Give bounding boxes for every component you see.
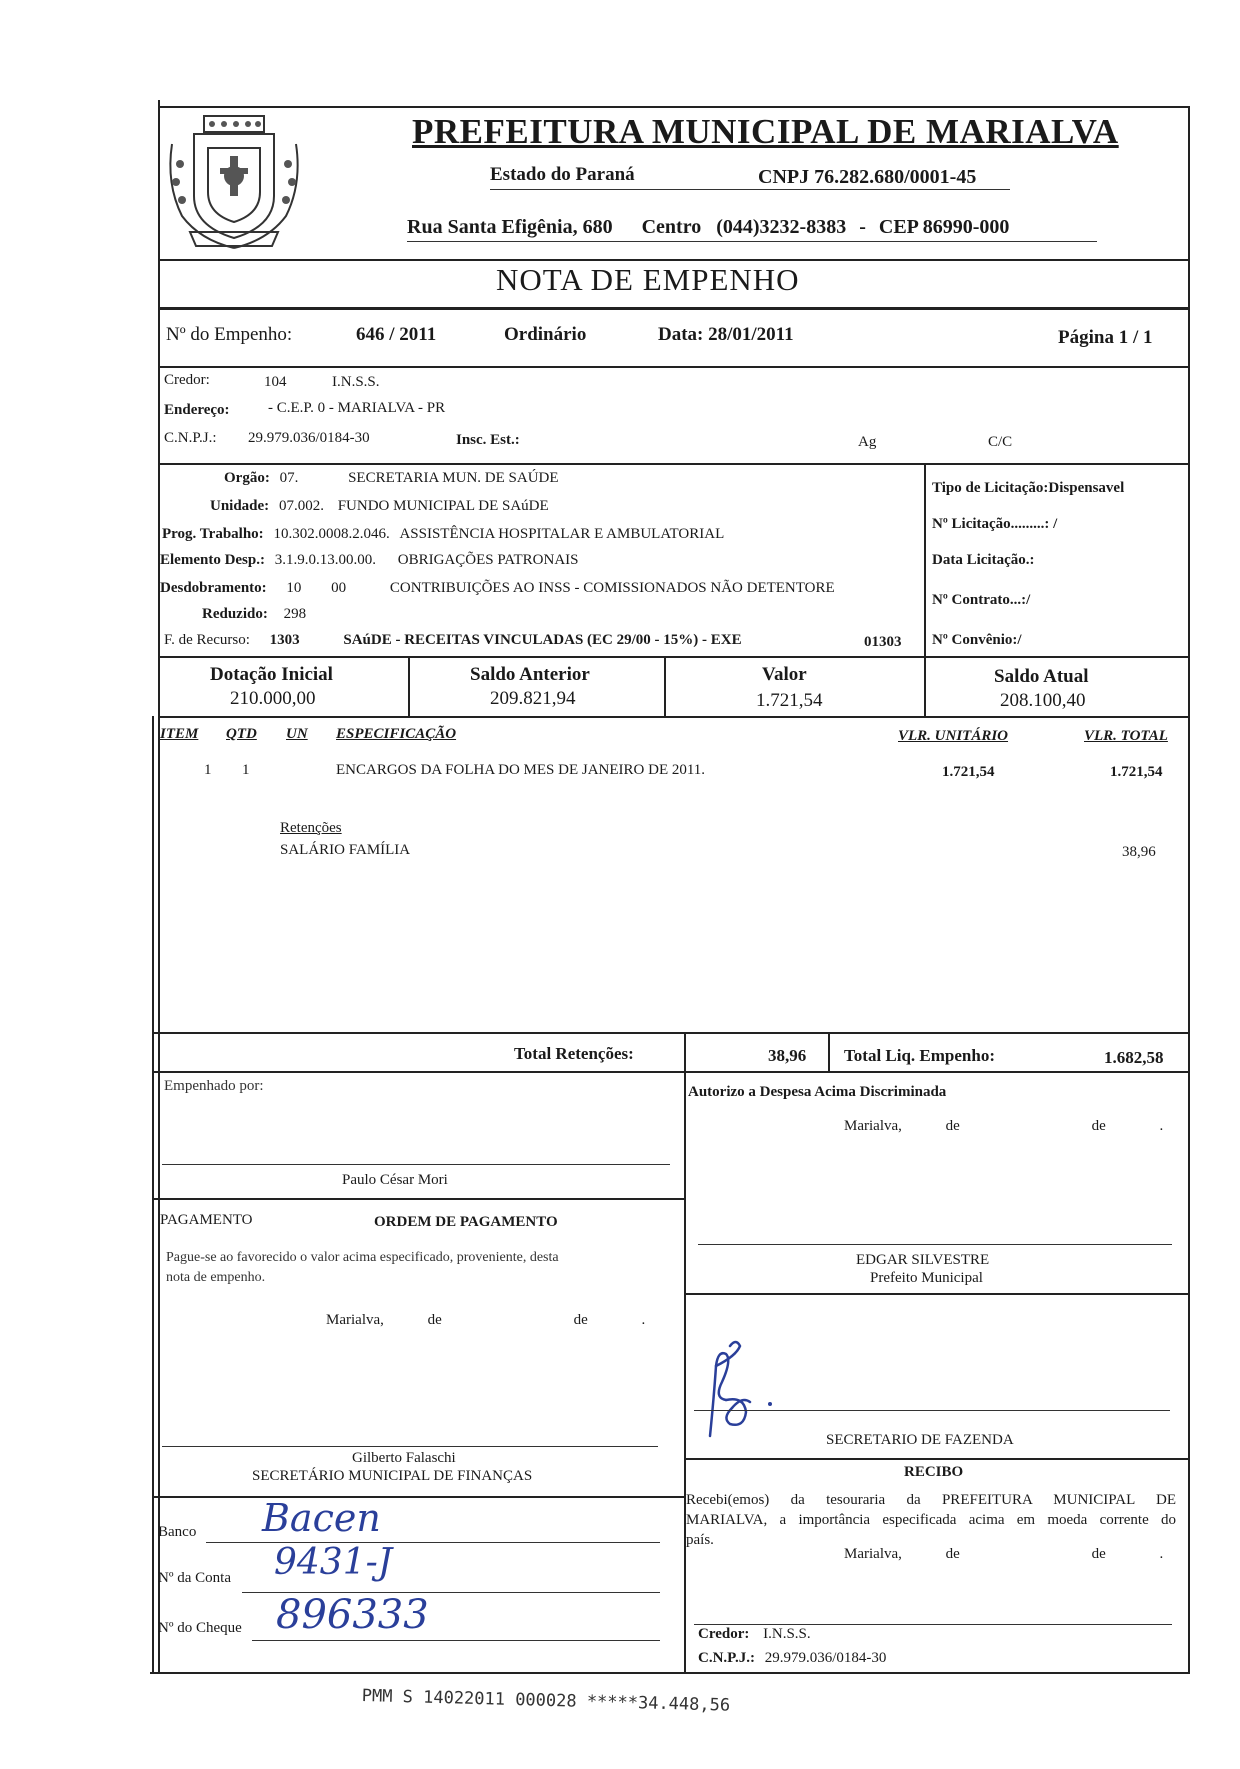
recibo-credor-value: I.N.S.S. xyxy=(763,1626,811,1642)
empenho-num-label: Nº do Empenho: xyxy=(166,324,293,345)
row-spec: ENCARGOS DA FOLHA DO MES DE JANEIRO DE 2011. xyxy=(336,762,706,778)
recurso-label: F. de Recurso: xyxy=(164,632,250,648)
autorizo-date-row xyxy=(844,1118,1163,1135)
pagamento-text1: Pague-se ao favorecido o valor acima especificado, proveniente, desta xyxy=(166,1250,559,1265)
coat-of-arms-logo xyxy=(160,104,308,254)
orgao-row xyxy=(224,470,559,487)
col-spec: ESPECIFICAÇÃO xyxy=(336,726,457,742)
cnpj-label: C.N.P.J.: xyxy=(164,430,217,446)
licitacao-tipo: Tipo de Licitação:Dispensavel xyxy=(932,480,1125,496)
retencao-value: 38,96 xyxy=(1122,844,1156,860)
pagamento-text2: nota de empenho. xyxy=(166,1270,266,1285)
unidade-value: 07.002. xyxy=(278,498,324,514)
autorizo-de1: de xyxy=(945,1118,960,1134)
recibo-credor-row xyxy=(698,1626,811,1643)
ag-label: Ag xyxy=(858,434,877,450)
autorizo-dot: . xyxy=(1159,1118,1164,1134)
recibo-text1: Recebi(emos) da tesouraria da PREFEITURA MUNICIPAL DE xyxy=(686,1492,1176,1508)
autorizo-de2: de xyxy=(1091,1118,1106,1134)
desd-value2: 00 xyxy=(331,580,347,596)
footer-stamp: PMM S 14022011 000028 *****34.448,56 xyxy=(361,1686,731,1716)
dotacao-inicial-value: 210.000,00 xyxy=(230,688,316,709)
elem-value: 3.1.9.0.13.00.00. xyxy=(274,552,376,568)
col-total: VLR. TOTAL xyxy=(1084,728,1168,744)
licitacao-num: Nº Licitação.........: / xyxy=(932,516,1058,532)
pagamento-signer: Gilberto Falaschi xyxy=(352,1450,456,1466)
recibo-text3: país. xyxy=(686,1532,714,1548)
recibo-dot: . xyxy=(1159,1546,1164,1562)
total-liq-value: 1.682,58 xyxy=(1104,1048,1164,1067)
retencoes-label: Retenções xyxy=(280,820,342,836)
prog-row xyxy=(162,526,724,543)
empenhado-label: Empenhado por: xyxy=(164,1078,264,1094)
cheque-label: Nº do Cheque xyxy=(158,1620,242,1636)
fazenda-role: SECRETARIO DE FAZENDA xyxy=(826,1432,1014,1448)
col-unit: VLR. UNITÁRIO xyxy=(898,728,1009,744)
total-liq-label: Total Liq. Empenho: xyxy=(844,1046,995,1065)
elem-row xyxy=(160,552,578,569)
saldo-anterior-label: Saldo Anterior xyxy=(470,664,590,685)
header-state: Estado do Paraná xyxy=(490,164,635,185)
recibo-credor-label: Credor: xyxy=(698,1626,750,1642)
pagamento-dot: . xyxy=(641,1312,646,1328)
pagamento-date-row xyxy=(326,1312,645,1329)
pagamento-city: Marialva, xyxy=(326,1312,384,1328)
header-address xyxy=(407,216,1009,239)
header-cep: CEP 86990-000 xyxy=(878,216,1010,238)
endereco-label: Endereço: xyxy=(164,402,230,418)
orgao-name: SECRETARIA MUN. DE SAÚDE xyxy=(348,470,559,486)
recibo-cnpj-label: C.N.P.J.: xyxy=(698,1650,755,1666)
desd-row xyxy=(160,580,835,597)
elem-label: Elemento Desp.: xyxy=(160,552,265,568)
total-retencoes-value: 38,96 xyxy=(768,1046,807,1065)
col-qtd: QTD xyxy=(226,726,257,742)
row-unit: 1.721,54 xyxy=(942,764,995,780)
orgao-label: Orgão: xyxy=(224,470,270,486)
header-phone: (044)3232-8383 xyxy=(716,216,847,238)
desd-label: Desdobramento: xyxy=(160,580,267,596)
autorizo-role: Prefeito Municipal xyxy=(870,1270,983,1286)
licitacao-data: Data Licitação.: xyxy=(932,552,1035,568)
prog-name: ASSISTÊNCIA HOSPITALAR E AMBULATORIAL xyxy=(399,526,725,542)
recurso-row xyxy=(164,632,742,649)
conta-label: Nº da Conta xyxy=(158,1570,231,1586)
cheque-hand: 896333 xyxy=(276,1592,429,1638)
row-qtd: 1 xyxy=(242,762,250,778)
recurso-value: 1303 xyxy=(269,632,300,648)
pagamento-label: PAGAMENTO xyxy=(160,1212,253,1228)
prog-value: 10.302.0008.2.046. xyxy=(273,526,390,542)
saldo-anterior-value: 209.821,94 xyxy=(490,688,576,709)
credor-label: Credor: xyxy=(164,372,210,388)
unidade-row xyxy=(210,498,549,515)
header-cnpj: CNPJ 76.282.680/0001-45 xyxy=(758,166,977,188)
autorizo-signer: EDGAR SILVESTRE xyxy=(856,1252,990,1268)
empenhado-name: Paulo César Mori xyxy=(342,1172,448,1188)
banco-hand: Bacen xyxy=(262,1496,381,1540)
reduzido-value: 298 xyxy=(283,606,307,622)
recibo-text2: MARIALVA, a importância especificada acima em moeda corrente do xyxy=(686,1512,1176,1528)
recibo-de2: de xyxy=(1091,1546,1106,1562)
recibo-city: Marialva, xyxy=(844,1546,902,1562)
pagamento-title: ORDEM DE PAGAMENTO xyxy=(374,1214,558,1230)
banco-label: Banco xyxy=(158,1524,197,1540)
valor-value: 1.721,54 xyxy=(756,690,823,711)
reduzido-label: Reduzido: xyxy=(202,606,268,622)
total-retencoes-label: Total Retenções: xyxy=(514,1044,634,1063)
col-item: ITEM xyxy=(160,726,199,742)
unidade-label: Unidade: xyxy=(210,498,270,514)
empenho-type: Ordinário xyxy=(504,324,587,345)
desd-value1: 10 xyxy=(286,580,302,596)
licitacao-convenio: Nº Convênio:/ xyxy=(932,632,1022,648)
recibo-cnpj-value: 29.979.036/0184-30 xyxy=(764,1650,887,1666)
desd-name: CONTRIBUIÇÕES AO INSS - COMISSIONADOS NÃO DETENTORE xyxy=(389,580,835,596)
insc-label: Insc. Est.: xyxy=(456,432,520,448)
header-dash: - xyxy=(859,216,866,238)
row-item: 1 xyxy=(204,762,212,778)
header-street: Rua Santa Efigênia, 680 xyxy=(407,216,613,238)
empenho-page: Página 1 / 1 xyxy=(1058,327,1153,348)
pagamento-de2: de xyxy=(573,1312,588,1328)
recibo-date-row xyxy=(844,1546,1163,1563)
valor-label: Valor xyxy=(762,664,807,685)
retencao-name: SALÁRIO FAMÍLIA xyxy=(280,842,411,858)
header-title: PREFEITURA MUNICIPAL DE MARIALVA xyxy=(412,112,1119,151)
recurso-code: 01303 xyxy=(864,634,902,650)
conta-hand: 9431-J xyxy=(274,1542,393,1583)
elem-name: OBRIGAÇÕES PATRONAIS xyxy=(397,552,579,568)
document-title: NOTA DE EMPENHO xyxy=(496,262,800,297)
fazenda-signature xyxy=(696,1336,816,1446)
row-total: 1.721,54 xyxy=(1110,764,1163,780)
saldo-atual-label: Saldo Atual xyxy=(994,666,1089,687)
empenho-num-value: 646 / 2011 xyxy=(356,324,437,345)
orgao-value: 07. xyxy=(279,470,299,486)
prog-label: Prog. Trabalho: xyxy=(162,526,264,542)
pagamento-role: SECRETÁRIO MUNICIPAL DE FINANÇAS xyxy=(252,1468,533,1484)
credor-code: 104 xyxy=(264,374,287,390)
unidade-name: FUNDO MUNICIPAL DE SAúDE xyxy=(337,498,549,514)
cnpj-value: 29.979.036/0184-30 xyxy=(248,430,370,446)
licitacao-contrato: Nº Contrato...:/ xyxy=(932,592,1031,608)
endereco-value: - C.E.P. 0 - MARIALVA - PR xyxy=(268,400,446,416)
credor-name: I.N.S.S. xyxy=(332,374,380,390)
recibo-de1: de xyxy=(945,1546,960,1562)
empenho-date: Data: 28/01/2011 xyxy=(658,324,794,345)
header-district: Centro xyxy=(641,216,702,238)
recurso-name: SAúDE - RECEITAS VINCULADAS (EC 29/00 - 15%) - EXE xyxy=(343,632,742,648)
recibo-cnpj-row xyxy=(698,1650,886,1667)
pagamento-de1: de xyxy=(427,1312,442,1328)
cc-label: C/C xyxy=(988,434,1013,450)
col-un: UN xyxy=(286,726,308,742)
autorizo-label: Autorizo a Despesa Acima Discriminada xyxy=(688,1084,947,1100)
dotacao-inicial-label: Dotação Inicial xyxy=(210,664,333,685)
autorizo-city: Marialva, xyxy=(844,1118,902,1134)
saldo-atual-value: 208.100,40 xyxy=(1000,690,1086,711)
reduzido-row xyxy=(202,606,306,623)
recibo-title: RECIBO xyxy=(904,1464,964,1480)
